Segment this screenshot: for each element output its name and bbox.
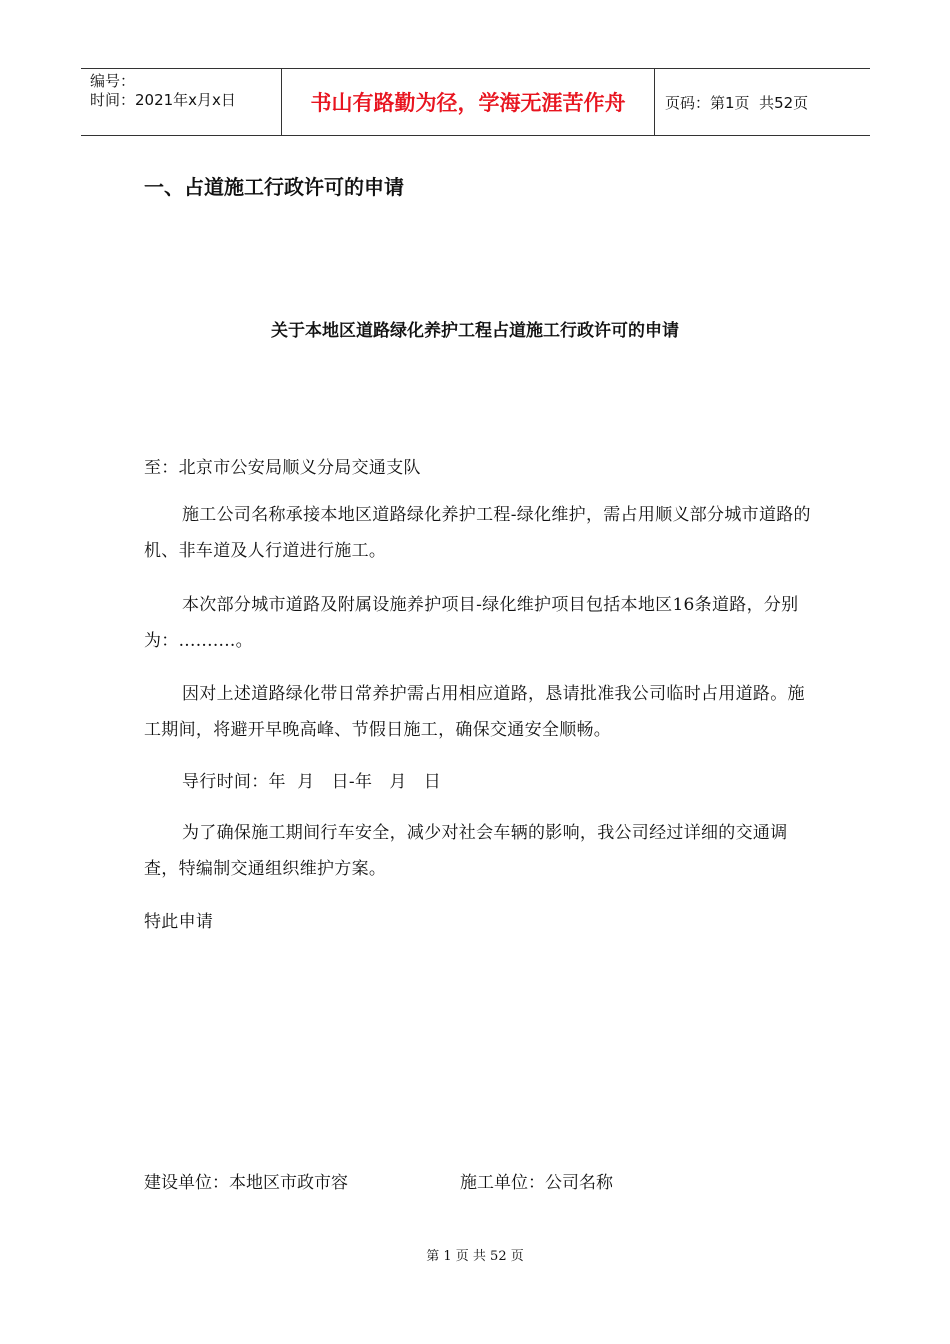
header-number: 编号： — [90, 72, 136, 90]
paragraph-5: 为了确保施工期间行车安全，减少对社会车辆的影响，我公司经过详细的交通调查，特编制交通组织维护方案。 — [144, 823, 788, 879]
paragraph-4: 导行时间：年 月 日-年 月 日 — [182, 772, 442, 792]
builder-unit: 建设单位：本地区市政市容 — [144, 1173, 348, 1193]
header-motto: 书山有路勤为径，学海无涯苦作舟 — [282, 69, 655, 135]
page-footer: 第 1 页 共 52 页 — [426, 1249, 524, 1264]
closing-line: 特此申请 — [144, 912, 214, 932]
section-title: 一、占道施工行政许可的申请 — [144, 175, 404, 199]
paragraph-3: 因对上述道路绿化带日常养护需占用相应道路，恳请批准我公司临时占用道路。施工期间，将避开早晚高峰、节假日施工，确保交通安全顺畅。 — [144, 684, 805, 740]
paragraph-1: 施工公司名称承接本地区道路绿化养护工程-绿化维护，需占用顺义部分城市道路的机、非车道及人行道进行施工。 — [144, 505, 811, 561]
document-title: 关于本地区道路绿化养护工程占道施工行政许可的申请 — [271, 321, 679, 341]
paragraph-2: 本次部分城市道路及附属设施养护项目-绿化维护项目包括本地区16条道路，分别为：..........。 — [144, 595, 799, 651]
header-page-text: 页码：第1页 共52页 — [665, 93, 809, 112]
contractor-unit: 施工单位：公司名称 — [460, 1173, 613, 1193]
header-time: 时间：2021年x月x日 — [90, 91, 236, 109]
header-page-info — [655, 69, 870, 135]
page-header — [81, 68, 870, 136]
recipient-line: 至：北京市公安局顺义分局交通支队 — [144, 458, 421, 478]
header-meta — [81, 69, 282, 135]
